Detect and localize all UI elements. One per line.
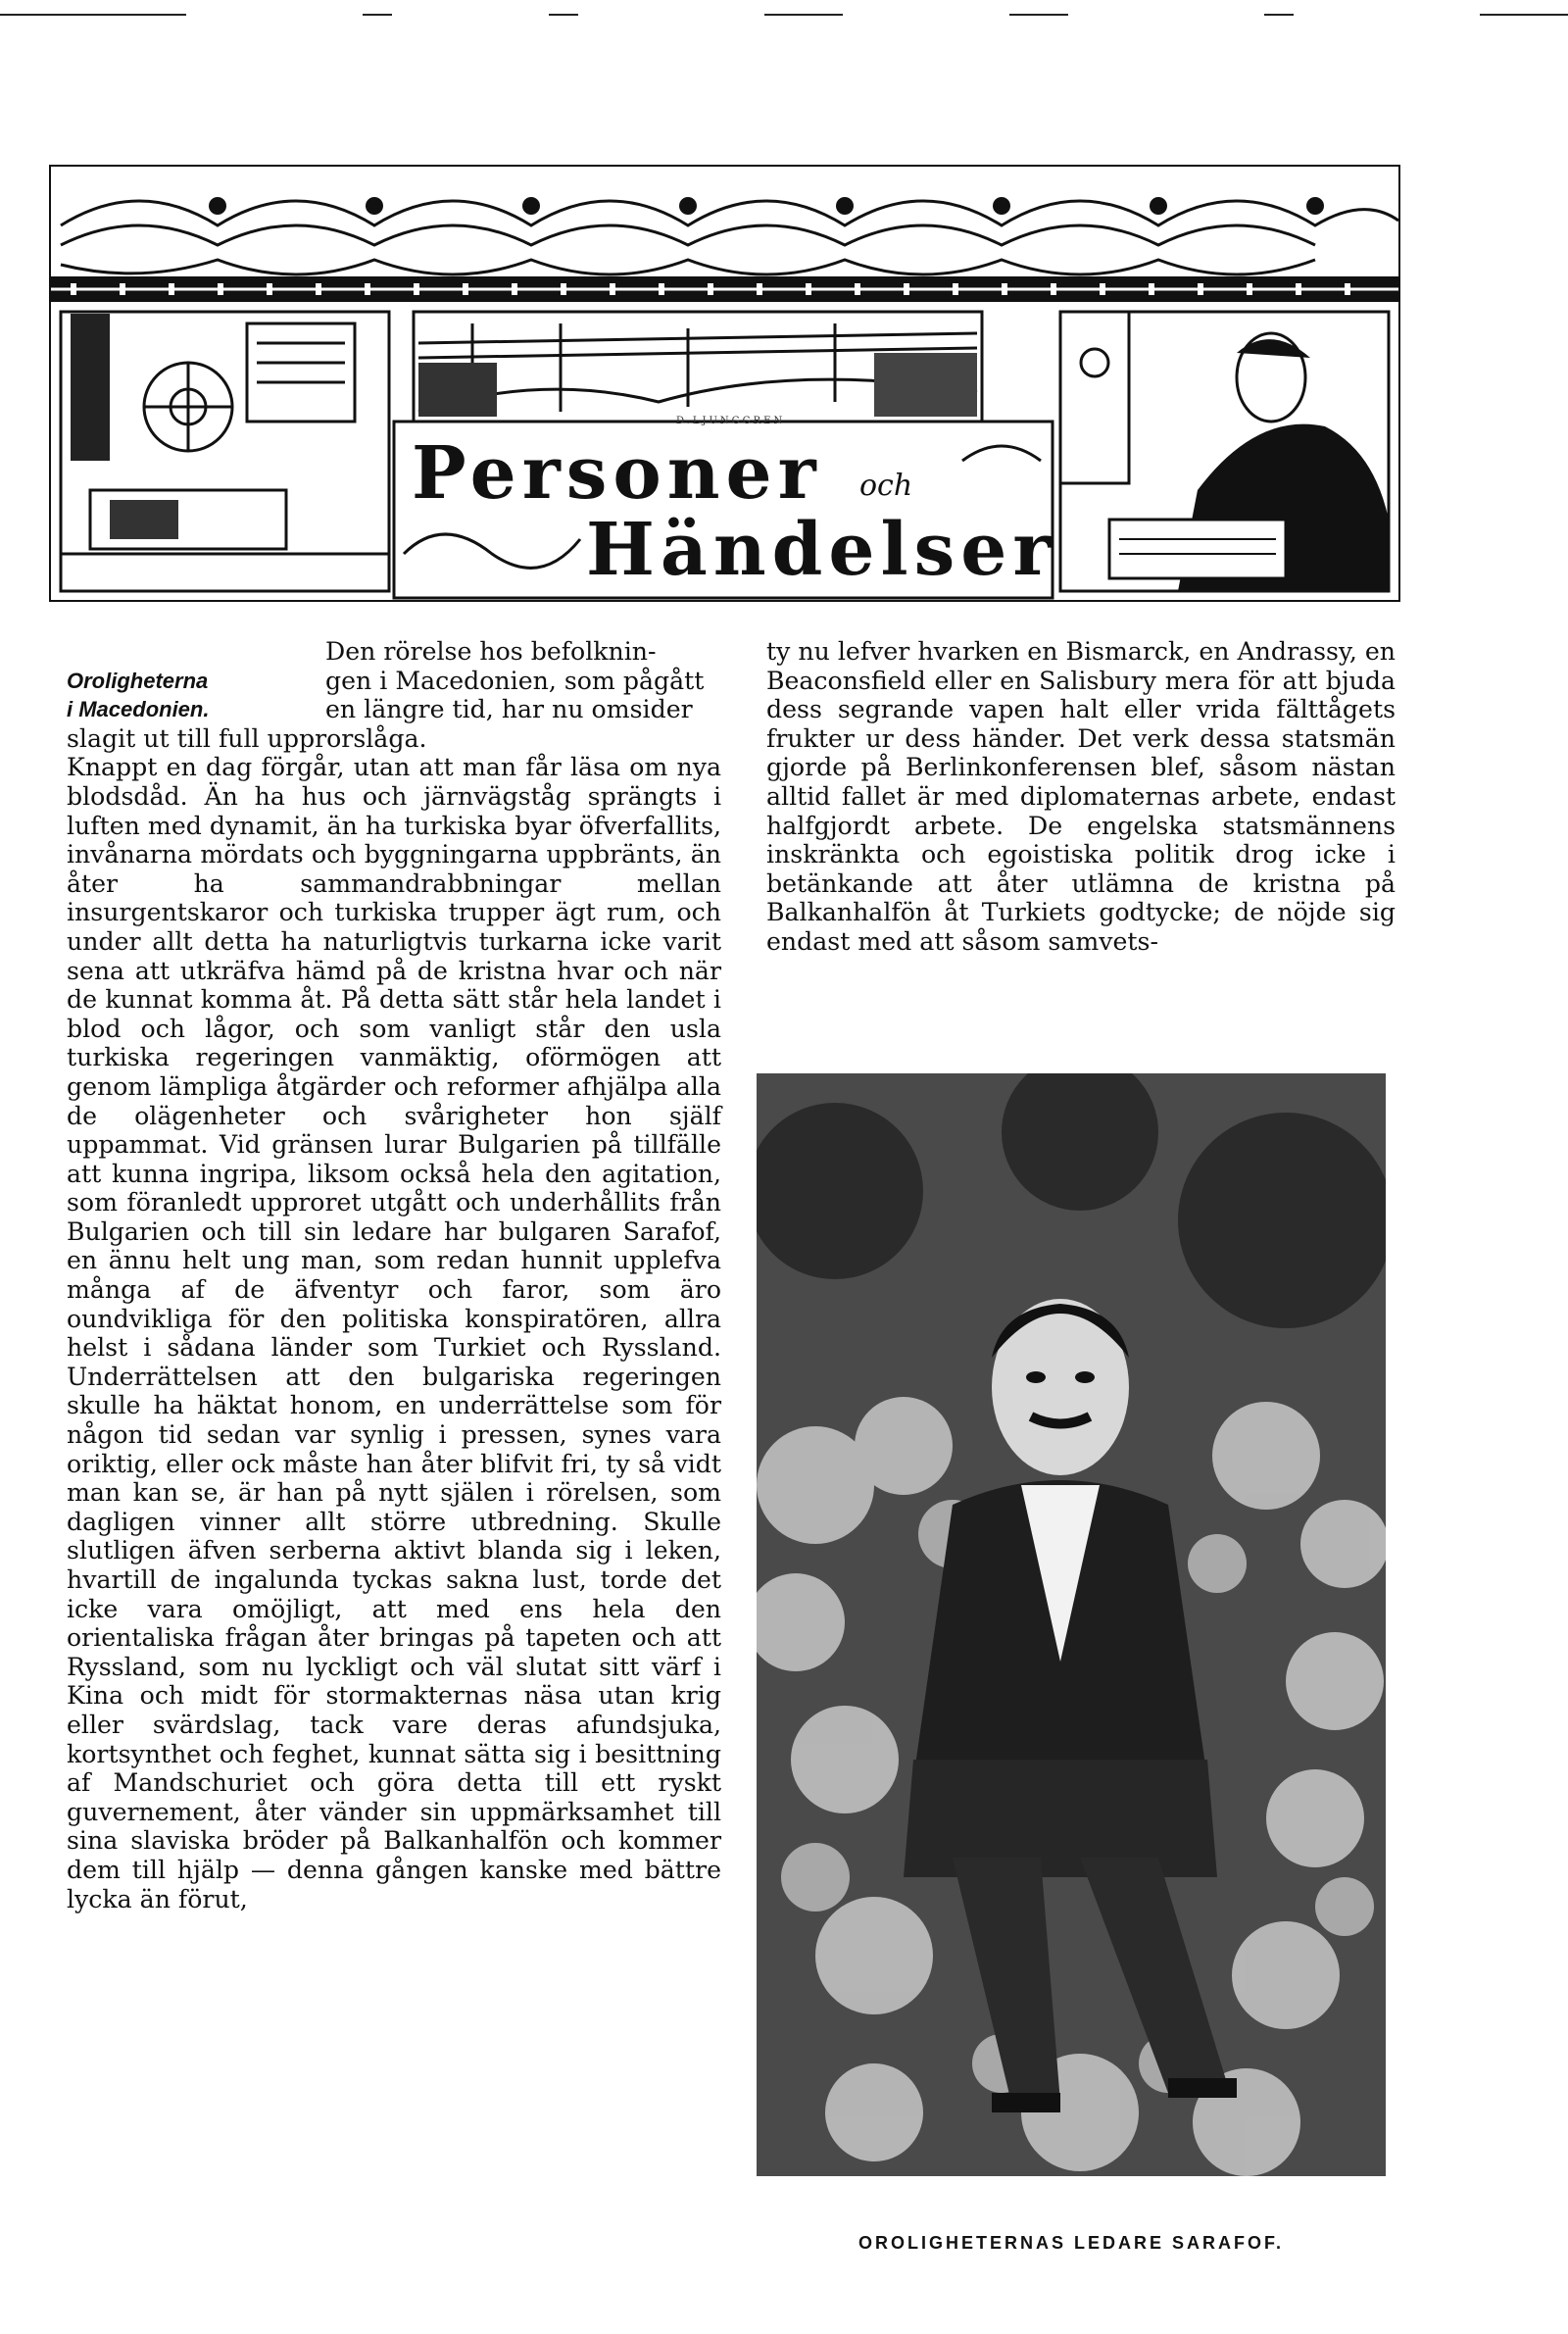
artist-signature: D.LJUNGGREN: [676, 416, 786, 426]
page-subtitle: Händelser: [586, 508, 1057, 592]
portrait-photo-icon: [757, 1073, 1386, 2176]
article-left-column: [67, 637, 721, 1913]
scan-edge-marks: [0, 14, 1568, 20]
intro-line-2: gen i Macedonien, som pågått: [325, 666, 705, 695]
side-heading: [67, 637, 312, 724]
article-body-right: ty nu lefver hvarken en Bismarck, en Andrassy, en Beaconsfield eller en Salisbury mera för att bjuda dess segrande vapen halt eller vrida fälttågets frukter ur dess händer. Det verk dessa statsmän gjorde på Berlinkonferensen blef, såsom nästan alltid fallet är med diplomaternas arbete, endast halfgjordt arbete. De engelska statsmännens inskränkta och egoistiska politik drog icke i betänkande att åter utlämna de kristna på Balkanhalfön åt Turkiets godtycke; de nöjde sig endast med att såsom samvets-: [766, 637, 1396, 956]
intro-line-1: Den rörelse hos befolknin-: [325, 637, 657, 666]
page-title-och: och: [859, 469, 913, 503]
intro-line-3: en längre tid, har nu omsider: [325, 695, 693, 724]
photo-caption: OROLIGHETERNAS LEDARE SARAFOF.: [858, 2233, 1284, 2253]
intro-line-4: slagit ut till full upprorslåga.: [67, 723, 427, 753]
article-body-left: Knappt en dag förgår, utan att man får läsa om nya blodsdåd. Än ha hus och järnvägståg sprängts i luften med dynamit, än ha turkiska byar öfverfallits, invånarna mördats och byggningarna uppbränts, än åter ha sammandrabbningar mellan insurgentskaror och turkiska trupper ägt rum, och under allt detta ha naturligtvis turkarna icke varit sena att utkräfva hämd på de kristna hvar och när de kunnat komma åt. På detta sätt står hela landet i blod och lågor, och som vanligt står den usla turkiska regeringen vanmäktig, oförmögen att genom lämpliga åtgärder och reformer afhjälpa alla de olägenheter och svårigheter hon själf uppammat. Vid gränsen lurar Bulgarien på tillfälle att kunna ingripa, liksom också hela den agitation, som föranledt upproret utgått och underhållits från Bulgarien och till sin ledare har bulgaren Sarafof, en ännu helt ung man, som redan hunnit upplefva många af de äfventyr och faror, som äro oundvikliga för den politiska konspiratören, allra helst i sådana länder som Turkiet och Ryssland. Underrättelsen att den bulgariska regeringen skulle ha häktat honom, en underrättelse som för någon tid sedan var synlig i pressen, synes vara oriktig, eller ock måste han åter blifvit fri, ty så vidt man kan se, är han på nytt själen i rörelsen, som dagligen vinner allt större utbredning. Skulle slutligen äfven serberna aktivt blanda sig i leken, hvartill de ingalunda tyckas sakna lust, torde det icke vara omöjligt, att med ens hela den orientaliska frågan åter bringas på tapeten och att Ryssland, som nu lyckligt och väl slutat sitt värf i Kina och midt för stormakternas näsa utan krig eller svärdslag, tack vare deras afundsjuka, kortsynthet och feghet, kunnat sätta sig i besittning af Mandschuriet och göra detta till ett ryskt guvernement, åter vänder sin uppmärksamhet till sina slaviska bröder på Balkanhalfön och kommer dem till hjälp — denna gången kanske med bättre lycka än förut,: [67, 753, 721, 1913]
page-title: Personer: [412, 431, 822, 516]
portrait-photo: [757, 1073, 1386, 2176]
side-heading-line-2: i Macedonien.: [67, 697, 210, 722]
article-right-column: [766, 637, 1396, 957]
side-heading-line-1: Oroligheterna: [67, 668, 209, 693]
